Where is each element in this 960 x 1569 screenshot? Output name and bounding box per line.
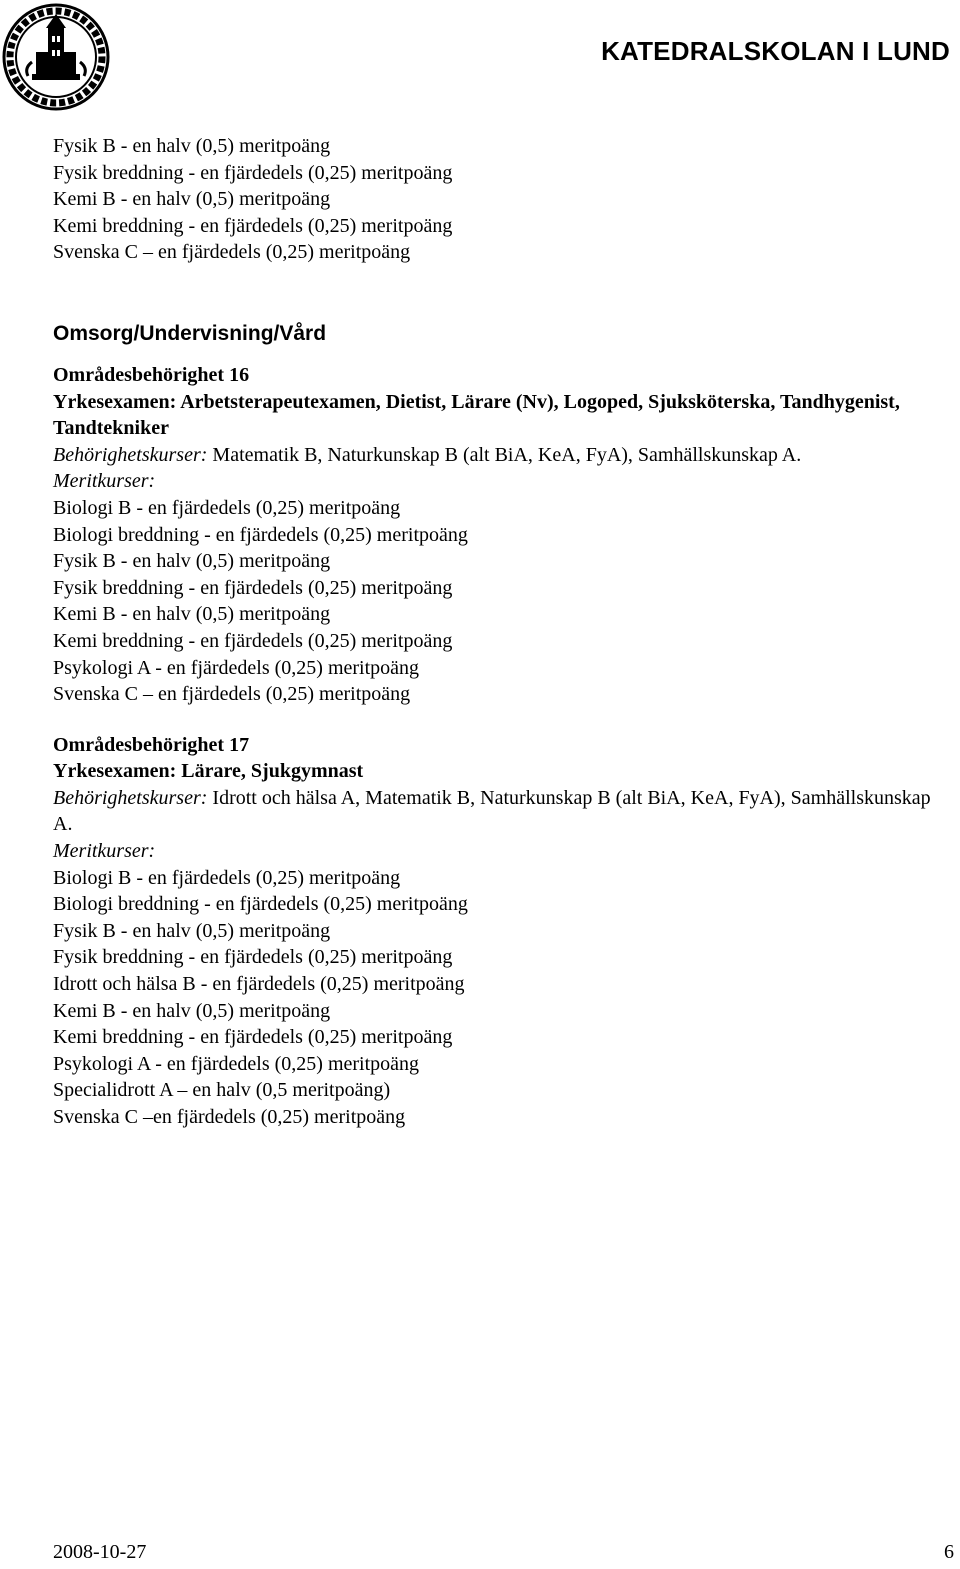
list-item: Fysik breddning - en fjärdedels (0,25) meritpoäng <box>53 161 453 184</box>
list-item: Fysik B - en halv (0,5) meritpoäng <box>53 919 331 942</box>
list-item: Biologi B - en fjärdedels (0,25) meritpoäng <box>53 496 401 519</box>
list-item: Svenska C – en fjärdedels (0,25) meritpoäng <box>53 241 411 264</box>
list-item: Kemi breddning - en fjärdedels (0,25) meritpoäng <box>53 214 453 237</box>
requirements-label: Behörighetskurser: <box>53 443 208 466</box>
merit-course-list <box>53 495 933 708</box>
exam-line: Yrkesexamen: Arbetsterapeutexamen, Dietist, Lärare (Nv), Logoped, Sjuksköterska, Tandhygenist, Tandtekniker <box>53 390 900 440</box>
section-heading: Omsorg/Undervisning/Vård <box>53 321 327 345</box>
list-item: Fysik breddning - en fjärdedels (0,25) meritpoäng <box>53 576 453 599</box>
list-item: Kemi B - en halv (0,5) meritpoäng <box>53 603 331 626</box>
requirements-label: Behörighetskurser: <box>53 786 208 809</box>
requirements-line <box>53 785 933 838</box>
list-item: Biologi breddning - en fjärdedels (0,25) meritpoäng <box>53 523 468 546</box>
list-item: Kemi B - en halv (0,5) meritpoäng <box>53 999 331 1022</box>
requirements-line <box>53 442 933 469</box>
intro-course-list <box>53 133 933 266</box>
list-item: Specialidrott A – en halv (0,5 meritpoäng) <box>53 1079 391 1102</box>
requirements-text: Matematik B, Naturkunskap B (alt BiA, KeA, FyA), Samhällskunskap A. <box>212 443 802 466</box>
merit-label: Meritkurser: <box>53 840 156 863</box>
school-name-header: KATEDRALSKOLAN I LUND <box>601 36 950 66</box>
seal-icon <box>2 2 110 112</box>
area-title: Områdesbehörighet 16 <box>53 363 250 386</box>
list-item: Kemi breddning - en fjärdedels (0,25) meritpoäng <box>53 1026 453 1049</box>
list-item: Fysik B - en halv (0,5) meritpoäng <box>53 135 331 157</box>
area-title: Områdesbehörighet 17 <box>53 733 250 756</box>
list-item: Psykologi A - en fjärdedels (0,25) meritpoäng <box>53 1052 420 1075</box>
list-item: Kemi breddning - en fjärdedels (0,25) meritpoäng <box>53 629 453 652</box>
school-seal-logo <box>2 2 110 112</box>
list-item: Kemi B - en halv (0,5) meritpoäng <box>53 188 331 211</box>
merit-course-list <box>53 865 933 1131</box>
list-item: Fysik breddning - en fjärdedels (0,25) meritpoäng <box>53 946 453 969</box>
list-item: Svenska C –en fjärdedels (0,25) meritpoäng <box>53 1106 406 1128</box>
list-item: Fysik B - en halv (0,5) meritpoäng <box>53 550 331 573</box>
area-17-block <box>53 732 933 1131</box>
list-item: Svenska C – en fjärdedels (0,25) meritpoäng <box>53 683 411 706</box>
exam-line: Yrkesexamen: Lärare, Sjukgymnast <box>53 760 364 783</box>
document-body <box>53 133 933 1131</box>
list-item: Psykologi A - en fjärdedels (0,25) meritpoäng <box>53 656 420 679</box>
list-item: Idrott och hälsa B - en fjärdedels (0,25) meritpoäng <box>53 973 465 996</box>
list-item: Biologi breddning - en fjärdedels (0,25) meritpoäng <box>53 893 468 916</box>
requirements-text: Idrott och hälsa A, Matematik B, Naturkunskap B (alt BiA, KeA, FyA), Samhällskunskap A. <box>53 786 931 836</box>
page-number: 6 <box>944 1541 954 1563</box>
list-item: Biologi B - en fjärdedels (0,25) meritpoäng <box>53 866 401 889</box>
area-16-block <box>53 362 933 708</box>
spacer <box>53 708 933 732</box>
merit-label: Meritkurser: <box>53 470 156 493</box>
footer-date: 2008-10-27 <box>53 1541 147 1563</box>
